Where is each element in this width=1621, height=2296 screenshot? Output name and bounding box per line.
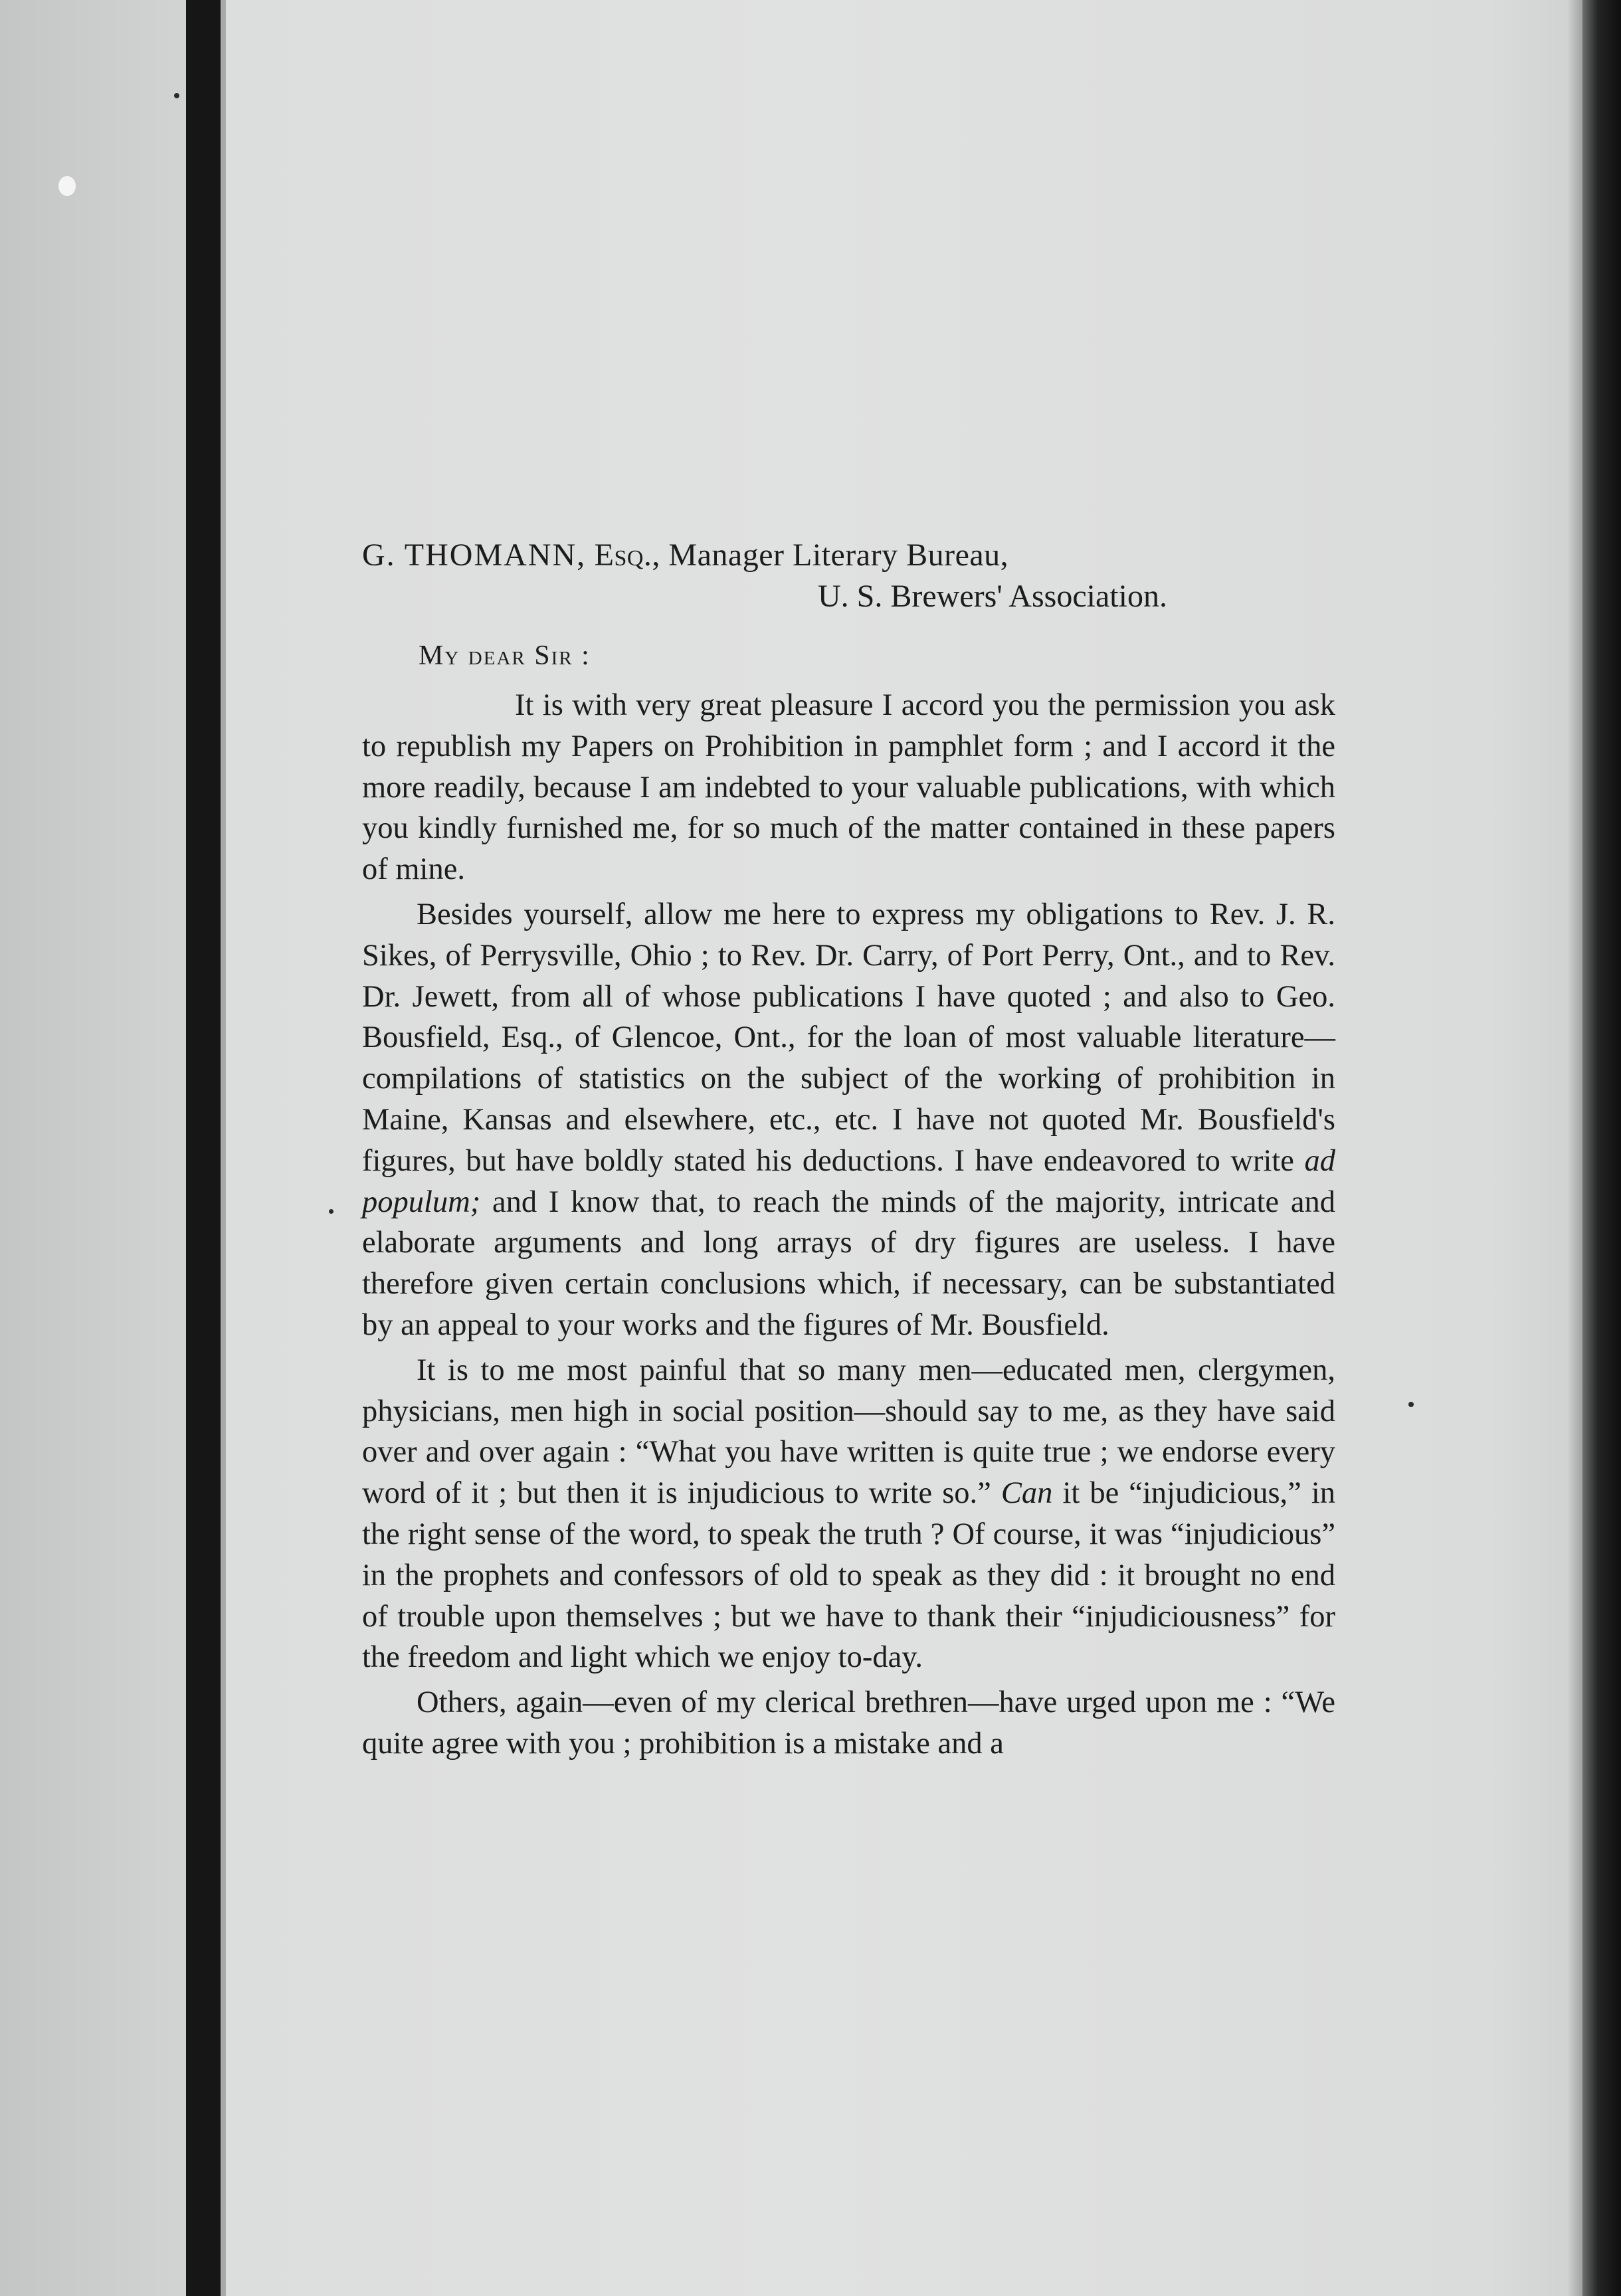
paragraph-2-italic: ad populum;: [362, 1143, 1335, 1219]
scan-speck: [58, 176, 76, 196]
scan-speck: [174, 93, 179, 98]
scan-border-right: [1582, 0, 1621, 2296]
recipient-role: Manager Literary Bureau,: [668, 537, 1009, 573]
paragraph-2-text-a: Besides yourself, allow me here to express my obligations to Rev. J. R. Sikes, of Perrysville, Ohio ; to Rev. Dr. Carry, of Port Perry, Ont., and to Rev. Dr. Jewett, from all of whose publications I have quoted ; and also to Geo. Bousfield, Esq., of Glencoe, Ont., for the loan of most valuable literature—compilations of statistics on the subject of the working of prohibition in Maine, Kansas and elsewhere, etc., etc. I have not quoted Mr. Bousfield's figures, but have boldly stated his deductions. I have endeavored to write: [362, 897, 1335, 1178]
gutter-shadow: [221, 0, 226, 2296]
facing-page-edge: [0, 0, 186, 2296]
recipient-name: G. THOMANN,: [362, 537, 587, 573]
paragraph-2: [362, 894, 1335, 1346]
binding-gutter: [186, 0, 221, 2296]
paragraph-4: Others, again—even of my clerical brethren—have urged upon me : “We quite agree with you ; prohibition is a mistake and a: [362, 1685, 1335, 1761]
paragraph-3-text-a: It is to me most painful that so many men—educated men, clergymen, physicians, men high in social position—should say to me, as they have said over and over again : “What you have written is quite true ; we endorse every word of it ; but then it is injudicious to write so.”: [362, 1353, 1335, 1511]
letter-body: [362, 535, 1335, 1765]
paragraph-1: It is with very great pleasure I accord you the permission you ask to republish my Papers on Prohibition in pamphlet form ; and I accord it the more readily, because I am indebted to your valuable publications, with which you kindly furnished me, for so much of the matter contained in these papers of mine.: [362, 688, 1335, 887]
address-line: [362, 535, 1335, 576]
paragraph-3-text-b: it be “injudicious,” in the right sense of the word, to speak the truth ? Of course, it was “injudicious” in the prophets and confessors of old to speak as they did : it brought no end of trouble upon themselves ; but we have to thank their “injudiciousness” for the freedom and light which we enjoy to-day.: [362, 1476, 1336, 1675]
paragraph-3-italic: Can: [1001, 1476, 1053, 1511]
paragraph-2-text-b: and I know that, to reach the minds of the majority, intricate and elaborate arguments and long arrays of dry figures are useless. I have therefore given certain conclusions which, if necessary, can be substantiated by an appeal to your works and the figures of Mr. Bousfield.: [362, 1185, 1335, 1342]
scan-speck: [329, 1209, 334, 1214]
recipient-organization: U. S. Brewers' Association.: [818, 579, 1167, 614]
scan-speck: [1408, 1402, 1414, 1407]
salutation: My dear Sir :: [419, 640, 591, 671]
page-edge-shadow: [1568, 0, 1582, 2296]
paragraph-3: [362, 1350, 1335, 1678]
recipient-title: Esq.,: [594, 537, 660, 573]
